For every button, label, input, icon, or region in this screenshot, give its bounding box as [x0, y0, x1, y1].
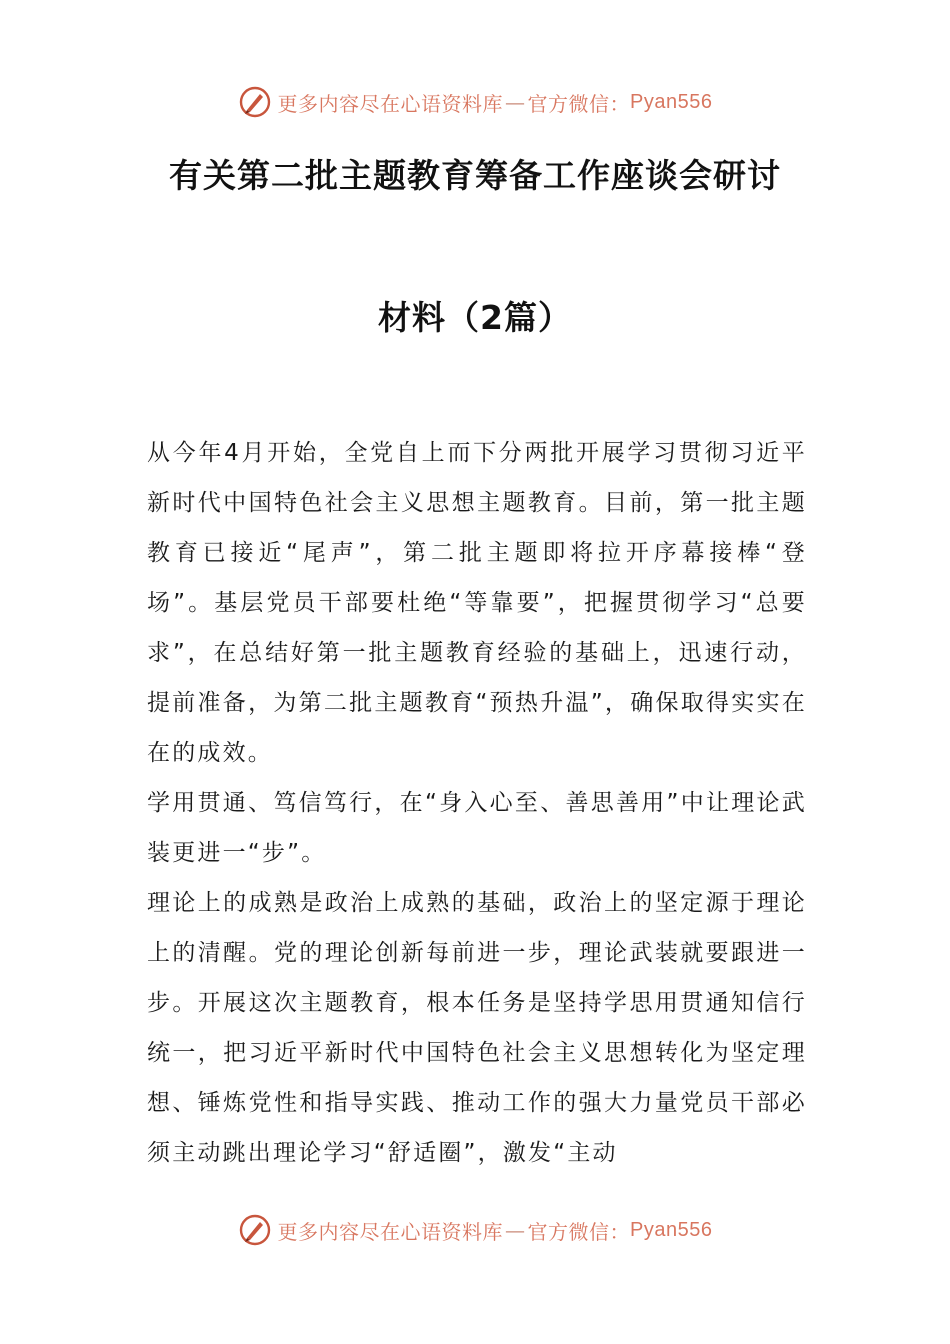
footer-watermark-banner	[0, 1210, 950, 1250]
document-body	[147, 428, 807, 1178]
document-title-line2: 材料（2篇）	[378, 298, 572, 337]
banner-text: 更多内容尽在心语资料库	[277, 1219, 504, 1244]
banner-separator: —	[505, 90, 526, 114]
header-watermark-banner	[0, 82, 950, 122]
body-paragraph: 从今年4月开始，全党自上而下分两批开展学习贯彻习近平新时代中国特色社会主义思想主题教育。目前，第一批主题教育已接近“尾声”，第二批主题即将拉开序幕接棒“登场”。基层党员干部要杜绝“等靠要”，把握贯彻学习“总要求”，在总结好第一批主题教育经验的基础上，迅速行动，提前准备，为第二批主题教育“预热升温”，确保取得实实在在的成效。	[147, 440, 807, 766]
body-paragraph: 学用贯通、笃信笃行，在“身入心至、善思善用”中让理论武装更进一“步”。	[147, 790, 807, 866]
body-paragraph: 理论上的成熟是政治上成熟的基础，政治上的坚定源于理论上的清醒。党的理论创新每前进一步，理论武装就要跟进一步。开展这次主题教育，根本任务是坚持学思用贯通知信行统一，把习近平新时代中国特色社会主义思想转化为坚定理想、锤炼党性和指导实践、推动工作的强大力量党员干部必须主动跳出理论学习“舒适圈”，激发“主动	[147, 890, 807, 1166]
document-title-line1: 有关第二批主题教育筹备工作座谈会研讨	[169, 156, 781, 195]
banner-wechat-id: Pyan556	[630, 1218, 713, 1241]
banner-wechat-label: 官方微信：	[527, 1219, 631, 1244]
banner-text: 更多内容尽在心语资料库	[277, 91, 504, 116]
banner-separator: —	[505, 1218, 526, 1242]
banner-wechat-label: 官方微信：	[527, 91, 631, 116]
pen-logo-icon	[238, 1213, 272, 1247]
banner-wechat-id: Pyan556	[630, 90, 713, 113]
pen-logo-icon	[238, 85, 272, 119]
